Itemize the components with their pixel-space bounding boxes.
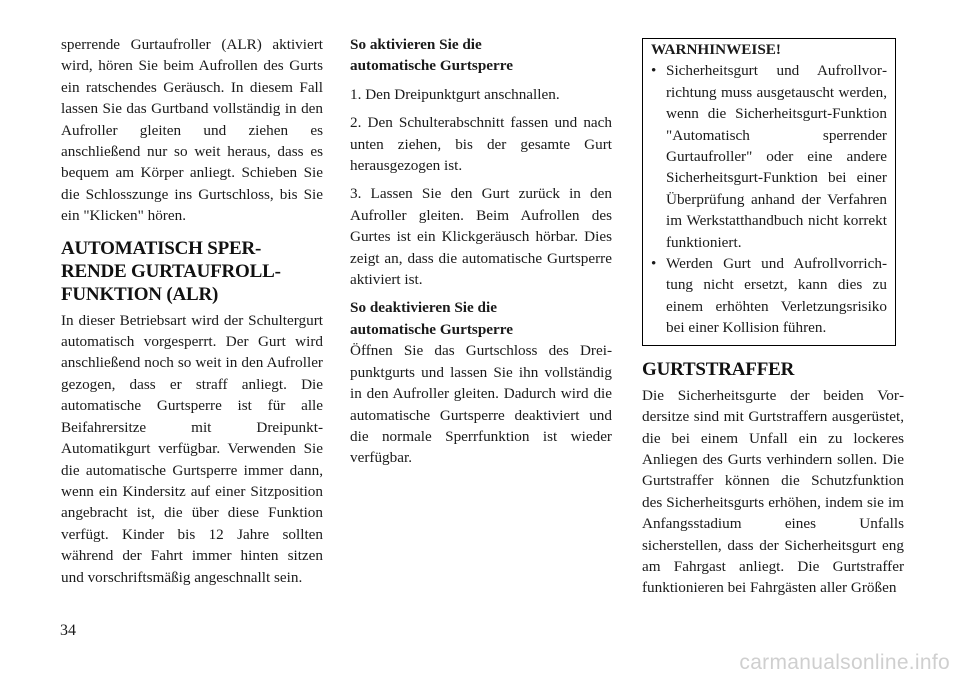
column-left bbox=[61, 34, 323, 588]
warning-title: WARNHINWEISE! bbox=[651, 41, 781, 58]
heading-line: RENDE GURTAUFROLL- bbox=[61, 260, 281, 282]
activate-subheading bbox=[350, 34, 612, 77]
subheading-line: automatische Gurtsperre bbox=[350, 320, 513, 338]
step-2: 2. Den Schulterabschnitt fassen und nach unten ziehen, bis der gesamte Gurt herausgezogen ist. bbox=[350, 114, 612, 175]
column-middle bbox=[350, 34, 612, 469]
step-3: 3. Lassen Sie den Gurt zurück in den Aufroller gleiten. Beim Aufrollen des Gurtes ist ein Klickgeräusch hörbar. Dies zeigt an, dass die automatische Gurtsperre aktiviert ist. bbox=[350, 185, 612, 289]
warning-box bbox=[642, 38, 896, 346]
warning-item: • Sicherheitsgurt und Aufrollvorrichtung muss ausgetauscht werden, wenn die Sicherheitsgurt-Funktion "Automatisch sperrender Gurtaufroller" oder eine andere Sicherheitsgurt-Funktion bei einer Überprüfung anhand der Verfahren im Werkstatthandbuch nicht korrekt funktioniert. bbox=[651, 60, 887, 253]
section-heading-alr bbox=[61, 237, 323, 306]
deactivate-paragraph: Öffnen Sie das Gurtschloss des Dreipunktgurts und lassen Sie ihn vollständig in den Aufroller gleiten. Dadurch wird die automatische Gurtsperre deaktiviert und die normale Sperrfunktion ist wieder verfügbar. bbox=[350, 342, 612, 467]
heading-line: AUTOMATISCH SPER- bbox=[61, 237, 262, 259]
alr-body-paragraph: In dieser Betriebsart wird der Schultergurt automatisch vorgesperrt. Der Gurt wird anschließend noch so weit in den Aufroller gezogen, dass er straff anliegt. Die automatische Gurtsperre ist für alle Beifahrersitze mit Dreipunkt-Automatikgurt verfügbar. Verwenden Sie die automatische Gurtsperre immer dann, wenn ein Kindersitz auf einer Sitzposition angebracht ist, die über diese Funktion verfügt. Kinder bis 12 Jahre sollten während der Fahrt immer hinten sitzen und vorschriftsmäßig angeschnallt sein. bbox=[61, 311, 323, 586]
heading-line: FUNKTION (ALR) bbox=[61, 283, 219, 305]
section-heading-gurtstraffer: GURTSTRAFFER bbox=[642, 358, 795, 380]
watermark: carmanualsonline.info bbox=[739, 651, 950, 674]
gurtstraffer-paragraph: Die Sicherheitsgurte der beiden Vordersitze sind mit Gurtstraffern ausgerüstet, die bei einem Unfall ein zu lockeres Anliegen des Gurts verhindern sollen. Die Gurtstraffer können die Schutzfunktion des Sicherheitsgurts erhöhen, indem sie im Anfangsstadium eines Unfalls sicherstellen, dass der Sicherheitsgurt eng am Fahrgast anliegt. Die Gurtstraffer funktionieren bei Fahrgästen aller Größen bbox=[642, 386, 904, 597]
warning-item: • Werden Gurt und Aufrollvorrichtung nicht ersetzt, kann dies zu einem erhöhten Verletzungsrisiko bei einer Kollision führen. bbox=[651, 253, 887, 339]
warning-list bbox=[651, 60, 887, 338]
column-right bbox=[642, 34, 904, 599]
intro-paragraph: sperrende Gurtaufroller (ALR) aktiviert wird, hören Sie beim Aufrollen des Gurts ein ratschendes Geräusch. In diesem Fall lassen Sie das Gurtband vollständig in den Aufroller gleiten und ziehen es anschließend nur so weit heraus, dass es bequem am Körper anliegt. Schieben Sie die Schlosszunge ins Gurtschloss, bis Sie ein "Klicken" hören. bbox=[61, 36, 323, 225]
step-1: 1. Den Dreipunktgurt anschnallen. bbox=[350, 85, 560, 103]
subheading-line: So deaktivieren Sie die bbox=[350, 299, 497, 317]
deactivate-subheading bbox=[350, 297, 612, 340]
subheading-line: automatische Gurtsperre bbox=[350, 57, 513, 75]
page-number: 34 bbox=[60, 622, 76, 639]
subheading-line: So aktivieren Sie die bbox=[350, 36, 482, 53]
